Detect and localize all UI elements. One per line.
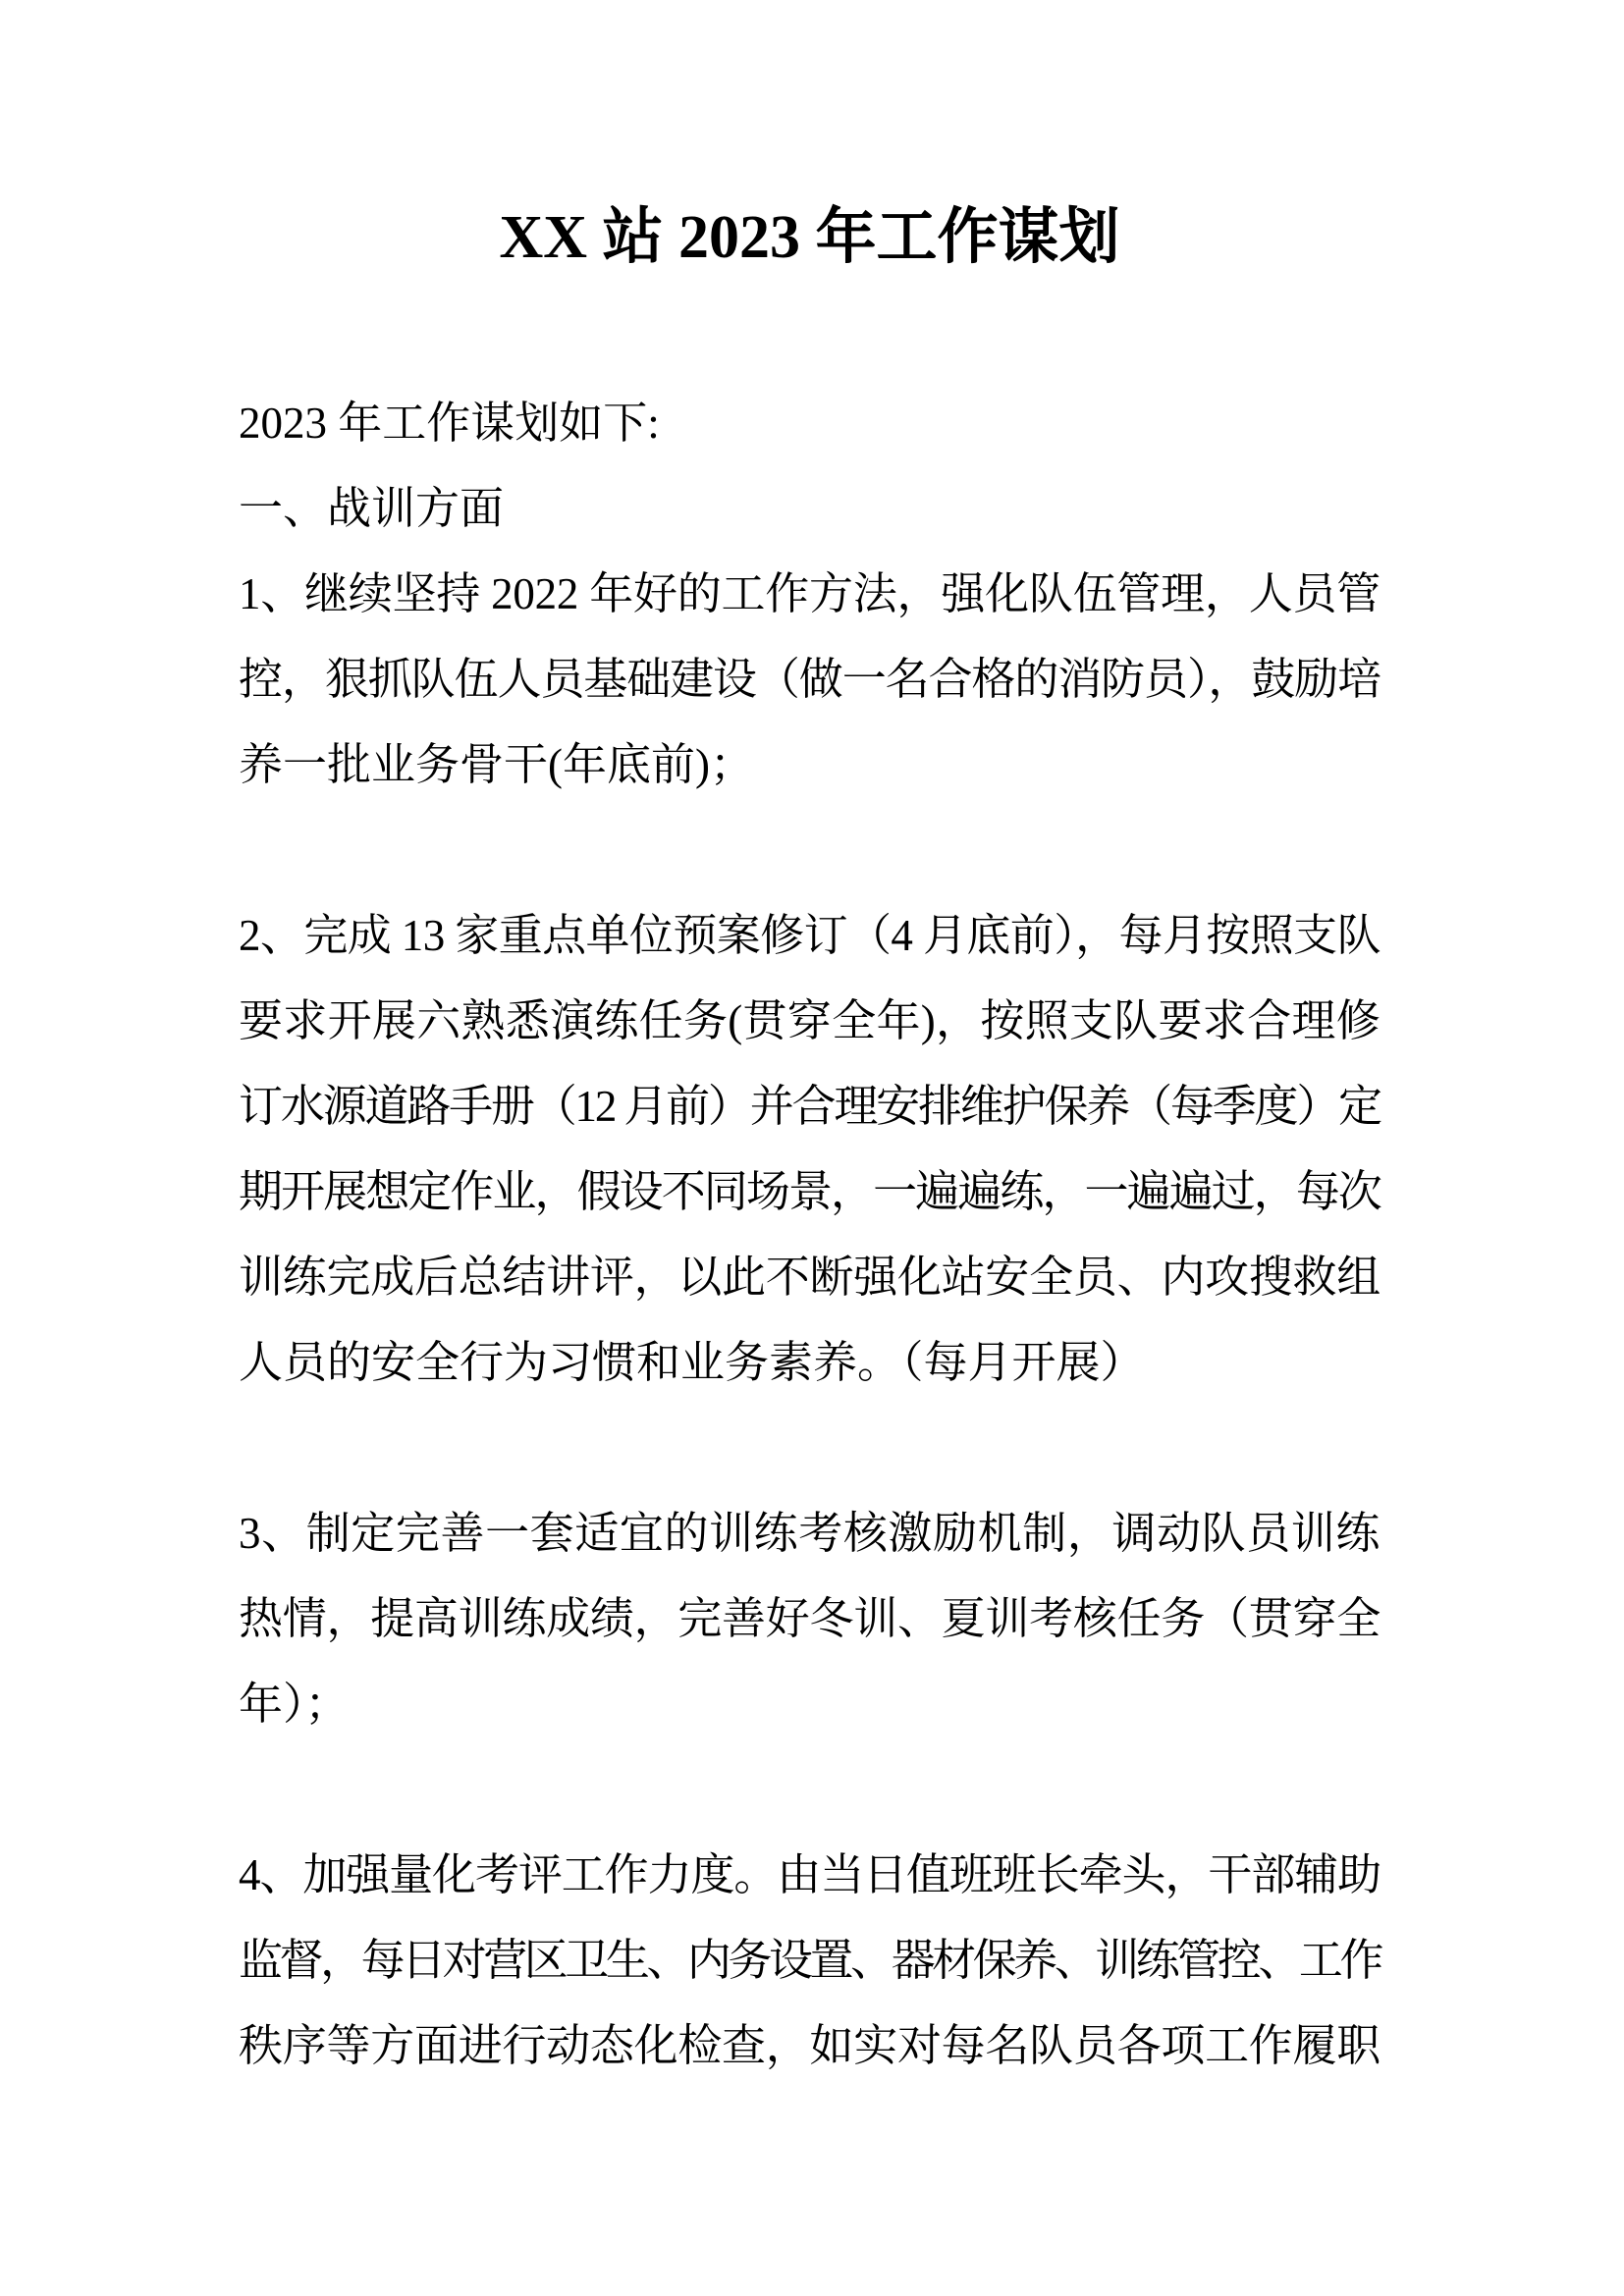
text-line	[239, 1918, 1380, 2003]
text-line	[239, 1149, 1380, 1235]
text-line-content: 1、继续坚持 2022 年好的工作方法，强化队伍管理，人员管	[239, 569, 1380, 618]
text-line-content: 年）；	[239, 1680, 350, 1729]
text-line	[239, 1491, 1380, 1576]
paragraph-list-item-2	[239, 893, 1380, 1406]
text-line-content: 控，狠抓队伍人员基础建设（做一名合格的消防员），鼓励培	[239, 655, 1380, 704]
text-line-content: 人员的安全行为习惯和业务素养。（每月开展）	[239, 1338, 1145, 1387]
paragraph-list-item-4	[239, 1833, 1380, 2089]
text-line	[239, 1576, 1380, 1662]
text-line-content: 要求开展六熟悉演练任务(贯穿全年)，按照支队要求合理修	[239, 996, 1380, 1045]
text-line-content: 养一批业务骨干(年底前)；	[239, 740, 754, 789]
text-line-content: 订水源道路手册（12 月前）并合理安排维护保养（每季度）定	[239, 1082, 1380, 1131]
text-line-content: 期开展想定作业，假设不同场景，一遍遍练，一遍遍过，每次	[239, 1167, 1380, 1216]
paragraph-list-item-3	[239, 1491, 1380, 1747]
paragraph-section-heading	[239, 466, 1380, 552]
text-line	[239, 893, 1380, 979]
text-line-content: 4、加强量化考评工作力度。由当日值班班长牵头，干部辅助	[239, 1850, 1380, 1899]
text-line-content: 一、战训方面	[239, 484, 505, 533]
text-line	[239, 637, 1380, 722]
text-line	[239, 1833, 1380, 1918]
text-line	[239, 1235, 1380, 1320]
text-line-content: 热情，提高训练成绩，完善好冬训、夏训考核任务（贯穿全	[239, 1594, 1380, 1643]
text-line	[239, 466, 1380, 552]
text-line	[239, 1662, 1380, 1747]
text-line	[239, 2003, 1380, 2089]
document-content	[239, 0, 1380, 2089]
text-line	[239, 1064, 1380, 1149]
document-body	[239, 381, 1380, 2089]
text-line-content: 2、完成 13 家重点单位预案修订（4 月底前），每月按照支队	[239, 911, 1380, 960]
text-line	[239, 381, 1380, 466]
text-line-content: 秩序等方面进行动态化检查，如实对每名队员各项工作履职	[239, 2021, 1380, 2070]
text-line-content: 3、制定完善一套适宜的训练考核激励机制，调动队员训练	[239, 1509, 1380, 1558]
text-line-content: 监督，每日对营区卫生、内务设置、器材保养、训练管控、工作	[239, 1936, 1380, 1985]
text-line	[239, 979, 1380, 1064]
document-title: XX 站 2023 年工作谋划	[499, 204, 1120, 271]
text-line	[239, 722, 1380, 808]
text-line	[239, 1320, 1380, 1406]
text-line-content: 2023 年工作谋划如下:	[239, 399, 660, 448]
text-line	[239, 552, 1380, 637]
paragraph-list-item-1	[239, 552, 1380, 808]
paragraph-intro	[239, 381, 1380, 466]
text-line-content: 训练完成后总结讲评，以此不断强化站安全员、内攻搜救组	[239, 1253, 1380, 1302]
